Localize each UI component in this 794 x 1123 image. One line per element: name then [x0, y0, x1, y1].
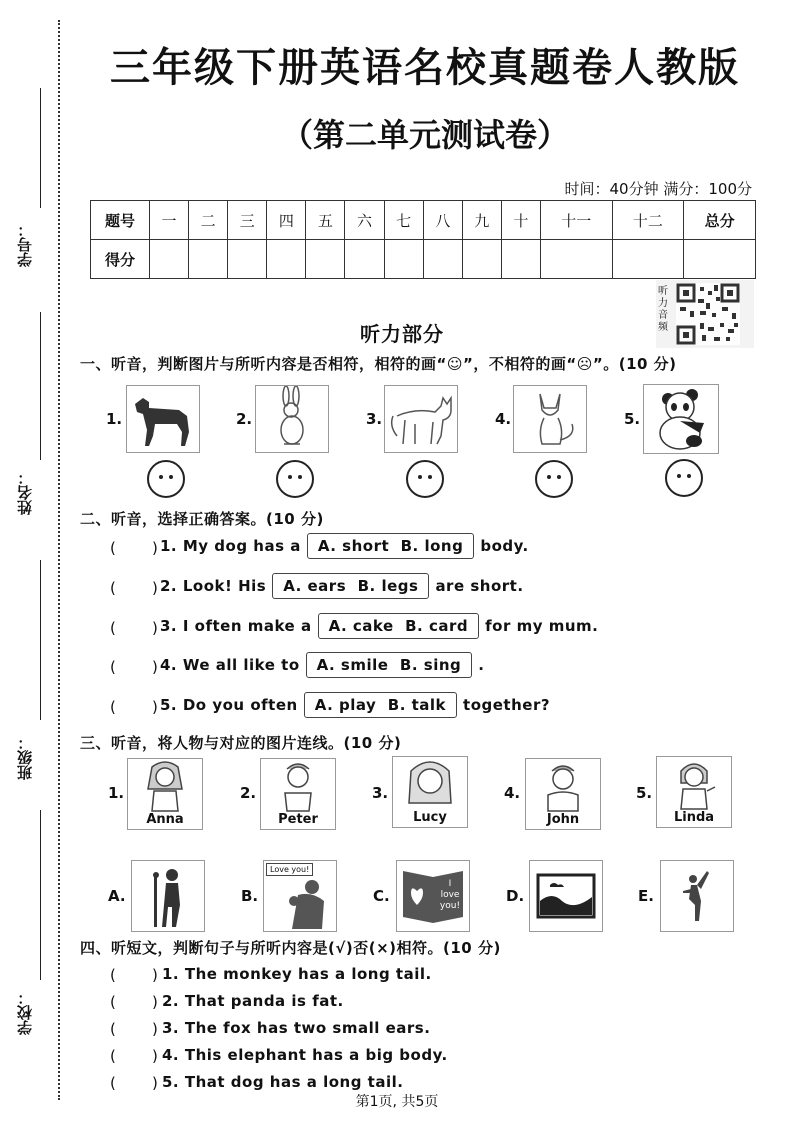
table-cell: 十一: [540, 201, 612, 240]
table-cell: 九: [462, 201, 501, 240]
statement: 3. The fox has two small ears.: [162, 1019, 431, 1037]
person-name: Lucy: [413, 810, 447, 825]
answer-paren-close: ): [152, 993, 158, 1011]
answer-paren-open: (: [110, 619, 116, 637]
score-cell[interactable]: [267, 240, 306, 279]
answer-paren-open: (: [110, 579, 116, 597]
school-line: [40, 810, 41, 980]
answer-face-1[interactable]: [147, 460, 185, 498]
table-cell: 得分: [91, 240, 150, 279]
table-cell: 五: [306, 201, 345, 240]
option-b[interactable]: B. sing: [399, 656, 462, 674]
option-box[interactable]: [307, 533, 474, 559]
school-label: 学校：: [16, 990, 34, 1035]
card-text: Love you!: [266, 863, 313, 876]
question-text: 4. We all like to: [160, 656, 300, 674]
page-title: 三年级下册英语名校真题卷人教版: [110, 45, 740, 91]
page-subtitle: （第二单元测试卷）: [280, 116, 569, 154]
option-b[interactable]: B. card: [405, 617, 469, 635]
question-text-end: are short.: [435, 577, 524, 595]
score-cell[interactable]: [189, 240, 228, 279]
answer-paren-open: (: [110, 993, 116, 1011]
person-number: 2.: [240, 784, 257, 802]
score-cell[interactable]: [150, 240, 189, 279]
part1-number: 2.: [236, 410, 253, 428]
score-cell[interactable]: [684, 240, 756, 279]
answer-face-5[interactable]: [665, 459, 703, 497]
person-card-anna[interactable]: [127, 758, 203, 830]
statement: 4. This elephant has a big body.: [162, 1046, 448, 1064]
option-box[interactable]: [304, 692, 457, 718]
listening-section-heading: 听力部分: [360, 322, 444, 346]
student-id-label: 学号：: [16, 222, 34, 267]
question-text: 3. I often make a: [160, 617, 312, 635]
binding-dotted-line: [58, 20, 60, 1100]
question-line: [160, 533, 529, 559]
class-line: [40, 560, 41, 720]
answer-paren-close: ): [152, 1074, 158, 1092]
panda-icon: [643, 384, 719, 454]
answer-paren-open: (: [110, 698, 116, 716]
question-text: 1. My dog has a: [160, 537, 301, 555]
landscape-picture[interactable]: [529, 860, 603, 932]
answer-paren-open: (: [110, 966, 116, 984]
person-number: 5.: [636, 784, 653, 802]
fox-icon: [513, 385, 587, 453]
score-cell[interactable]: [612, 240, 684, 279]
answer-paren-open: (: [110, 1047, 116, 1065]
table-cell: 四: [267, 201, 306, 240]
part1-number: 3.: [366, 410, 383, 428]
picture-letter: A.: [108, 887, 126, 905]
audio-qr-block[interactable]: [656, 280, 754, 348]
love-card-picture[interactable]: [396, 860, 470, 932]
person-name: John: [546, 812, 580, 827]
cat-icon: [384, 385, 458, 453]
person-name: Linda: [673, 810, 715, 825]
table-cell: 总分: [684, 201, 756, 240]
person-card-lucy[interactable]: [392, 756, 468, 828]
question-text-end: body.: [480, 537, 529, 555]
person-card-peter[interactable]: [260, 758, 336, 830]
answer-face-3[interactable]: [406, 460, 444, 498]
statement: 1. The monkey has a long tail.: [162, 965, 432, 983]
question-line: [160, 573, 524, 599]
score-cell[interactable]: [501, 240, 540, 279]
hug-picture[interactable]: [263, 860, 337, 932]
table-cell: 七: [384, 201, 423, 240]
qr-label: 听力音频: [658, 286, 668, 333]
picture-letter: D.: [506, 887, 525, 905]
table-cell: 十: [501, 201, 540, 240]
score-cell[interactable]: [462, 240, 501, 279]
score-cell[interactable]: [384, 240, 423, 279]
answer-paren-close: ): [152, 1047, 158, 1065]
part1-instruction: 一、听音，判断图片与所听内容是否相符，相符的画“☺”，不相符的画“☹”。(10 分): [80, 355, 677, 373]
option-a[interactable]: A. cake: [328, 617, 394, 635]
table-cell: 八: [423, 201, 462, 240]
answer-paren-close: ): [152, 1020, 158, 1038]
page-footer: 第1页, 共5页: [355, 1094, 439, 1110]
answer-paren-open: (: [110, 658, 116, 676]
question-line: [160, 652, 484, 678]
part1-number: 5.: [624, 410, 641, 428]
part3-instruction: 三、听音，将人物与对应的图片连线。(10 分): [80, 734, 402, 752]
score-table: [90, 200, 756, 279]
person-name: Anna: [146, 812, 184, 827]
answer-paren-close: ): [152, 698, 158, 716]
question-text: 2. Look! His: [160, 577, 267, 595]
person-number: 1.: [108, 784, 125, 802]
option-b[interactable]: B. talk: [387, 696, 447, 714]
person-card-linda[interactable]: [656, 756, 732, 828]
score-table-header-row: [91, 201, 756, 240]
name-line: [40, 312, 41, 460]
answer-paren-open: (: [110, 1020, 116, 1038]
dog-icon: [126, 385, 200, 453]
card-text: I love you!: [439, 879, 461, 911]
question-text-end: .: [478, 656, 485, 674]
score-cell[interactable]: [345, 240, 384, 279]
answer-face-2[interactable]: [276, 460, 314, 498]
question-text-end: for my mum.: [485, 617, 599, 635]
option-a[interactable]: A. smile: [316, 656, 389, 674]
qr-code-icon[interactable]: [676, 283, 740, 345]
time-info: 时间：40分钟 满分：100分: [564, 180, 752, 198]
score-table-score-row: [91, 240, 756, 279]
question-text: 5. Do you often: [160, 696, 298, 714]
answer-paren-close: ): [152, 619, 158, 637]
option-box[interactable]: [318, 613, 480, 639]
table-cell: 题号: [91, 201, 150, 240]
picture-letter: B.: [241, 887, 259, 905]
option-a[interactable]: A. short: [317, 537, 390, 555]
answer-face-4[interactable]: [535, 460, 573, 498]
option-box[interactable]: [272, 573, 429, 599]
question-text-end: together?: [463, 696, 551, 714]
table-cell: 十二: [612, 201, 684, 240]
person-number: 4.: [504, 784, 521, 802]
picture-letter: E.: [638, 887, 654, 905]
part1-number: 1.: [106, 410, 123, 428]
rabbit-icon: [255, 385, 329, 453]
part4-instruction: 四、听短文，判断句子与所听内容是(√)否(×)相符。(10 分): [80, 939, 501, 957]
option-b[interactable]: B. legs: [357, 577, 419, 595]
student-id-line: [40, 88, 41, 208]
statement: 5. That dog has a long tail.: [162, 1073, 404, 1091]
picture-letter: C.: [373, 887, 390, 905]
table-cell: 二: [189, 201, 228, 240]
option-a[interactable]: A. play: [314, 696, 377, 714]
person-name: Peter: [278, 812, 318, 827]
question-line: [160, 613, 598, 639]
table-cell: 三: [228, 201, 267, 240]
person-number: 3.: [372, 784, 389, 802]
option-a[interactable]: A. ears: [283, 577, 347, 595]
singing-picture[interactable]: [131, 860, 205, 932]
answer-paren-open: (: [110, 1074, 116, 1092]
person-card-john[interactable]: [525, 758, 601, 830]
part2-instruction: 二、听音，选择正确答案。(10 分): [80, 510, 324, 528]
table-cell: 一: [150, 201, 189, 240]
statement: 2. That panda is fat.: [162, 992, 344, 1010]
option-box[interactable]: [306, 652, 473, 678]
table-cell: 六: [345, 201, 384, 240]
answer-paren-close: ): [152, 579, 158, 597]
score-cell[interactable]: [423, 240, 462, 279]
option-b[interactable]: B. long: [400, 537, 464, 555]
answer-paren-close: ): [152, 539, 158, 557]
dancing-picture[interactable]: [660, 860, 734, 932]
class-label: 班级：: [16, 735, 34, 780]
answer-paren-close: ): [152, 658, 158, 676]
score-cell[interactable]: [540, 240, 612, 279]
score-cell[interactable]: [306, 240, 345, 279]
score-cell[interactable]: [228, 240, 267, 279]
question-line: [160, 692, 550, 718]
answer-paren-close: ): [152, 966, 158, 984]
part1-number: 4.: [495, 410, 512, 428]
name-label: 姓名：: [16, 470, 34, 515]
answer-paren-open: (: [110, 539, 116, 557]
